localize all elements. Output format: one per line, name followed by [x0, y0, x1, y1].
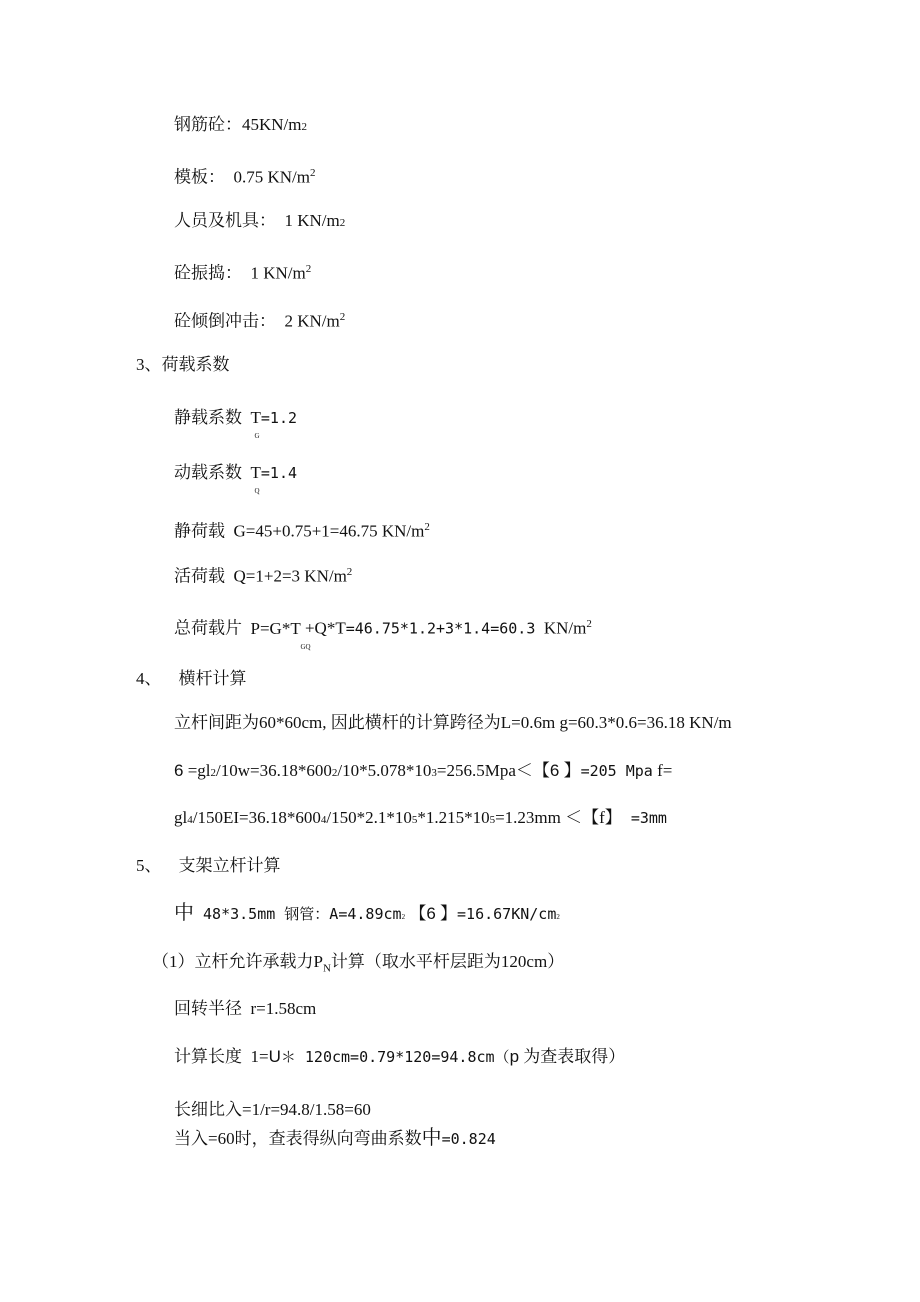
expr-subscript: GQ	[300, 642, 311, 651]
load-value: 2 KN/m	[284, 311, 340, 331]
static-load	[174, 516, 430, 543]
expr-part: +Q*T	[304, 618, 346, 638]
coef-symbol-text: T	[250, 408, 261, 427]
section-5-heading	[136, 855, 281, 877]
load-label: 模板：	[174, 167, 225, 187]
subsection-1-heading	[152, 951, 564, 979]
exp-5: 5	[489, 814, 496, 826]
gyration-value: r=1.58cm	[250, 999, 317, 1018]
phi-symbol: 中	[174, 902, 194, 924]
expr-part: /150*2.1*10	[326, 808, 412, 827]
expr-part: /10w=36.18*600	[216, 761, 332, 780]
coef-symbol-text: T	[250, 463, 261, 482]
load-label: 钢筋砼：	[174, 115, 242, 134]
expr-part: f=	[652, 761, 673, 780]
unit-superscript: 2	[424, 521, 430, 533]
coef-symbol	[250, 408, 261, 440]
live-load-label: 活荷载	[174, 566, 225, 586]
expr-part: *1.215*10	[417, 808, 490, 827]
radius-of-gyration	[174, 998, 316, 1020]
expr-part: =gl	[183, 761, 211, 780]
allowable-stress: =16.67KN/cm	[457, 905, 557, 923]
expr-part: /10*5.078*10	[337, 761, 432, 780]
expr-part: P=G*T	[250, 618, 301, 638]
static-coefficient	[174, 407, 298, 440]
allowable-deflection: =3mm	[621, 809, 667, 827]
exp-4: 4	[187, 814, 193, 826]
load-personnel	[174, 210, 345, 234]
bracket-close: 】	[435, 904, 458, 923]
bracket-f: ＜【f】	[565, 808, 622, 827]
expr-part: =256.5Mpa	[436, 761, 516, 780]
expr-part: 1=	[250, 1047, 269, 1066]
section-4-heading	[136, 668, 247, 690]
exp-2: 2	[556, 913, 560, 921]
load-vibration	[174, 258, 311, 285]
static-load-label: 静荷载	[174, 521, 225, 541]
expr-part: gl	[174, 808, 188, 827]
expr-part: ＊ 120cm=0.79*120=94.8cm（	[280, 1048, 510, 1066]
exp-2: 2	[210, 767, 217, 779]
gyration-label: 回转半径	[174, 999, 242, 1018]
load-unit-tail: 2	[310, 167, 316, 179]
calculation-length	[174, 1046, 625, 1068]
coef-value: =1.2	[260, 409, 298, 427]
section-title: 横杆计算	[178, 669, 247, 688]
calc-length-label: 计算长度	[174, 1047, 242, 1066]
mu-symbol: U	[268, 1047, 281, 1066]
static-load-expression: G=45+0.75+1=46.75 KN/m	[233, 521, 425, 541]
load-rebar-concrete	[174, 114, 307, 138]
slenderness-ratio	[174, 1099, 371, 1121]
load-value: 45KN/m	[242, 115, 302, 134]
load-label: 人员及机具：	[174, 211, 276, 230]
phi-symbol: 中	[421, 1127, 442, 1149]
expr-note: 为查表取得）	[519, 1047, 626, 1066]
bracket-open: 【	[405, 904, 427, 923]
load-formwork	[174, 162, 316, 189]
crossbar-span-line: 立杆间距为60*60cm, 因此横杆的计算跨径为L=0.6m g=60.3*0.6=36.18 KN/m	[174, 713, 732, 732]
subscript-n: N	[322, 962, 331, 975]
sigma-symbol: 6	[174, 761, 184, 780]
load-unit-tail: 2	[339, 311, 346, 323]
bracket-close: 】	[559, 761, 581, 780]
steel-pipe-spec	[174, 902, 560, 928]
total-load-expression	[250, 618, 311, 651]
section-number: 5、	[136, 856, 162, 875]
total-load	[174, 613, 592, 651]
bracket-open: ＜【	[515, 761, 550, 780]
expr-part: =1.23mm	[495, 808, 561, 827]
section-3-heading: 3、荷载系数	[136, 355, 230, 374]
load-unit-tail: 2	[301, 121, 307, 133]
dynamic-coefficient	[174, 462, 298, 495]
exp-5: 5	[411, 814, 418, 826]
load-unit-tail: 2	[305, 263, 312, 275]
expr-result: =46.75*1.2+3*1.4=60.3	[345, 619, 536, 638]
buckling-coefficient	[174, 1127, 496, 1150]
unit-superscript: 2	[346, 566, 353, 578]
load-value: 0.75 KN/m	[233, 167, 310, 187]
unit-superscript: 2	[586, 618, 592, 630]
load-label: 砼倾倒冲击：	[174, 311, 276, 331]
buckling-value: =0.824	[441, 1130, 496, 1148]
total-load-label: 总荷载片	[174, 618, 242, 638]
live-load	[174, 561, 352, 588]
load-label: 砼振捣：	[174, 263, 242, 283]
coef-label: 静载系数	[174, 408, 242, 427]
exp-2: 2	[401, 913, 406, 921]
exp-4: 4	[320, 814, 327, 826]
buckling-text: 当入=60时，查表得纵向弯曲系数	[174, 1129, 422, 1148]
slenderness-text: 长细比入=1/r=94.8/1.58=60	[174, 1100, 371, 1119]
section-number: 4、	[136, 669, 162, 688]
crossbar-stress-line	[174, 760, 672, 784]
subsection-title-part: （1）立杆允许承载力P	[152, 952, 323, 971]
load-value: 1 KN/m	[250, 263, 306, 283]
coef-subscript: G	[254, 432, 260, 440]
subsection-title-part: 计算（取水平杆层距为120cm）	[330, 952, 565, 971]
load-value: 1 KN/m	[284, 211, 340, 230]
coef-label: 动载系数	[174, 463, 242, 482]
load-pour-impact	[174, 306, 345, 333]
live-load-expression: Q=1+2=3 KN/m	[233, 566, 347, 586]
expr-part: /150EI=36.18*600	[192, 808, 321, 827]
pipe-spec-text: 48*3.5mm 钢管：A=4.89cm	[194, 905, 402, 923]
load-unit-tail: 2	[339, 217, 346, 229]
exp-2: 2	[331, 767, 338, 779]
exp-3: 3	[431, 767, 437, 779]
expr-unit: KN/m	[543, 618, 587, 638]
allowable-stress: =205 Mpa	[580, 762, 653, 780]
coef-symbol	[250, 463, 261, 495]
sigma-symbol: 6	[549, 761, 560, 780]
coef-subscript: Q	[254, 487, 260, 495]
mu-symbol: p	[509, 1047, 520, 1066]
sigma-symbol: 6	[426, 904, 436, 923]
section-title: 支架立杆计算	[178, 856, 281, 875]
crossbar-deflection-line	[174, 807, 667, 831]
coef-value: =1.4	[260, 464, 298, 482]
